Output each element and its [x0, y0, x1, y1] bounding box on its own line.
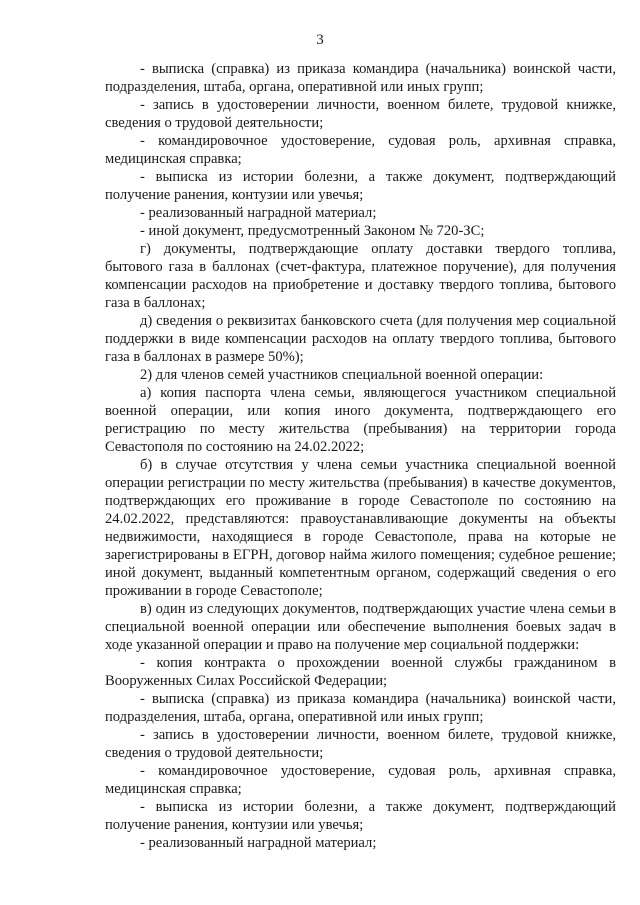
paragraph-item-v-participation-documents: в) один из следующих документов, подтверждающих участие члена семьи в специальной военной операции или обеспечение выполнения боевых задач в ходе указанной операции и право на получение мер социальной поддержки: [105, 601, 616, 653]
paragraph-travel-certificate-2: - командировочное удостоверение, судовая роль, архивная справка, медицинская справка; [105, 763, 616, 797]
paragraph-item-d-bank-details: д) сведения о реквизитах банковского счета (для получения мер социальной поддержки в виде компенсации расходов на оплату твердого топлива, бытового газа в баллонах в размере 50%); [105, 313, 616, 365]
paragraph-medical-history: - выписка из истории болезни, а также документ, подтверждающий получение ранения, контузии или увечья; [105, 169, 616, 203]
paragraph-award-material: - реализованный наградной материал; [140, 205, 377, 221]
page-number: 3 [316, 32, 324, 48]
paragraph-item-g-fuel-payment: г) документы, подтверждающие оплату доставки твердого топлива, бытового газа в баллонах (счет-фактура, платежное поручение), для получения компенсации расходов на приобретение и доставку твердого топлива, бытового газа в баллонах; [105, 241, 616, 311]
paragraph-order-extract: - выписка (справка) из приказа командира (начальника) воинской части, подразделения, штаба, органа, оперативной или иных групп; [105, 61, 616, 95]
paragraph-item-b-residence-proof: б) в случае отсутствия у члена семьи участника специальной военной операции регистрации по месту жительства (пребывания) в качестве документов, подтверждающих его проживание в городе Севастополе по состоянию на 24.02.2022, представляются: правоустанавливающие документы на объекты недвижимости, находящиеся в городе Севастополе, права на которые не зарегистрированы в ЕГРН, договор найма жилого помещения; судебное решение; иной документ, выданный компетентным органом, содержащий сведения о его проживании в городе Севастополе; [105, 457, 616, 599]
paragraph-item-a-passport-copy: а) копия паспорта члена семьи, являющегося участником специальной военной операции, или копия иного документа, подтверждающего его регистрацию по месту жительства (пребывания) на территории города Севастополя по состоянию на 24.02.2022; [105, 385, 616, 455]
paragraph-order-extract-2: - выписка (справка) из приказа командира (начальника) воинской части, подразделения, штаба, органа, оперативной или иных групп; [105, 691, 616, 725]
paragraph-contract-copy: - копия контракта о прохождении военной службы гражданином в Вооруженных Силах Российской Федерации; [105, 655, 616, 689]
paragraph-id-record-2: - запись в удостоверении личности, военном билете, трудовой книжке, сведения о трудовой деятельности; [105, 727, 616, 761]
paragraph-award-material-2: - реализованный наградной материал; [140, 835, 377, 851]
document-body [105, 60, 616, 852]
paragraph-section-2-family-members: 2) для членов семей участников специальной военной операции: [140, 367, 544, 383]
paragraph-id-record: - запись в удостоверении личности, военном билете, трудовой книжке, сведения о трудовой деятельности; [105, 97, 616, 131]
paragraph-medical-history-2: - выписка из истории болезни, а также документ, подтверждающий получение ранения, контузии или увечья; [105, 799, 616, 833]
paragraph-travel-certificate: - командировочное удостоверение, судовая роль, архивная справка, медицинская справка; [105, 133, 616, 167]
paragraph-other-document: - иной документ, предусмотренный Законом № 720-ЗС; [140, 223, 485, 239]
